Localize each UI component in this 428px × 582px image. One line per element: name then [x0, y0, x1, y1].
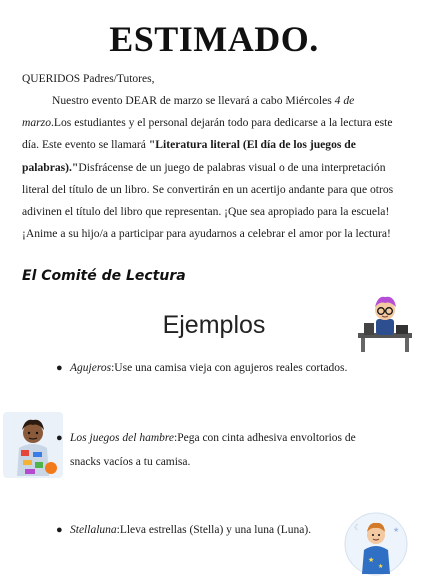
example-term: Agujeros	[70, 362, 112, 374]
example-item	[56, 356, 360, 380]
letter-body	[22, 90, 406, 245]
example-text: :Pega con cinta adhesiva envoltorios de snacks vacíos a tu camisa.	[70, 432, 356, 468]
kid-wrapper-shirt-icon	[3, 412, 63, 478]
signature: El Comité de Lectura	[22, 268, 186, 284]
body-part-2: .Los estudiantes y el personal dejarán todo para dedicarse a la lectura este día. Este evento se llamará	[22, 116, 393, 152]
svg-text:★: ★	[368, 556, 375, 564]
event-date: 4 de marzo	[22, 94, 355, 130]
letter-title: ESTIMADO.	[109, 19, 319, 59]
example-text: :Lleva estrellas (Stella) y una luna (Luna).	[116, 524, 312, 536]
body-part-1: Nuestro evento DEAR de marzo se llevará a cabo Miércoles	[52, 94, 335, 107]
svg-text:★: ★	[378, 563, 384, 570]
example-item	[56, 426, 360, 474]
bullet-icon: ●	[56, 362, 63, 374]
body-part-3: Disfrácense de un juego de palabras visual o de una interpretación literal del título de un libro. Se convertirán en un acertijo andante para que otros adivinen el título del libro que representan. ¡Que sea apropiado para la escuela! ¡Anime a su hijo/a a participar para ayudarnos a celebrar el amor por la lectura!	[22, 160, 394, 241]
bullet-icon: ●	[56, 524, 63, 536]
example-text: :Use una camisa vieja con agujeros reales cortados.	[111, 362, 348, 374]
kid-star-costume-icon	[344, 510, 408, 578]
greeting: QUERIDOS Padres/Tutores,	[22, 73, 155, 85]
example-term: Los juegos del hambre	[70, 432, 175, 444]
example-term: Stellaluna	[70, 524, 117, 536]
boy-glasses-at-desk-icon	[356, 293, 414, 355]
svg-text:☾: ☾	[354, 523, 362, 532]
bullet-icon: ●	[56, 432, 63, 444]
svg-text:★: ★	[393, 526, 400, 534]
example-item	[56, 518, 370, 542]
examples-heading: Ejemplos	[162, 311, 266, 339]
event-name: "Literatura literal (El día de los juegos de palabras)."	[22, 138, 356, 174]
